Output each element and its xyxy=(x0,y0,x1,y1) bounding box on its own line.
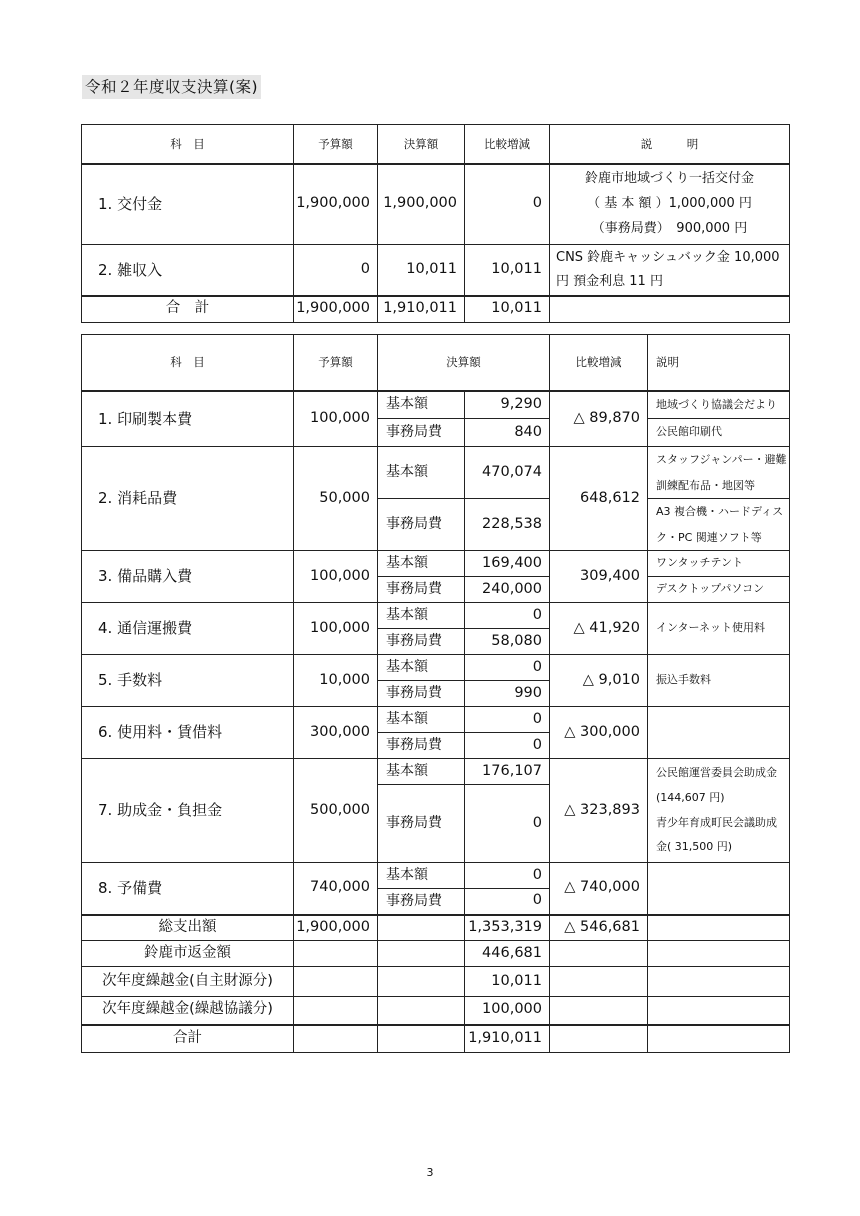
table-row xyxy=(82,447,790,499)
expense-total-budget xyxy=(294,1025,378,1053)
expense-total-note xyxy=(648,1025,790,1053)
summary-settlement: 1,353,319 xyxy=(465,915,550,941)
summary-note xyxy=(648,997,790,1025)
note-line: （ 基 本 額 ）1,000,000 円 xyxy=(587,195,752,211)
summary-note xyxy=(648,941,790,967)
expense-diff: △ 323,893 xyxy=(550,759,648,863)
expense-item: 2. 消耗品費 xyxy=(82,447,294,551)
summary-label: 総支出額 xyxy=(82,915,294,941)
expense-diff: △ 740,000 xyxy=(550,863,648,915)
sub-value: 240,000 xyxy=(465,577,550,603)
table-row xyxy=(82,655,790,681)
expense-item: 7. 助成金・負担金 xyxy=(82,759,294,863)
sub-value: 470,074 xyxy=(465,447,550,499)
summary-empty xyxy=(378,997,465,1025)
sub-label: 基本額 xyxy=(378,863,465,889)
expense-budget: 10,000 xyxy=(294,655,378,707)
income-budget: 1,900,000 xyxy=(294,164,378,244)
sub-value: 176,107 xyxy=(465,759,550,785)
expense-header-diff: 比較増減 xyxy=(550,335,648,391)
expense-item: 8. 予備費 xyxy=(82,863,294,915)
expense-total-empty xyxy=(378,1025,465,1053)
table-row xyxy=(82,244,790,296)
expense-diff: △ 300,000 xyxy=(550,707,648,759)
summary-label: 次年度繰越金(繰越協議分) xyxy=(82,997,294,1025)
income-item: 1. 交付金 xyxy=(82,164,294,244)
table-row xyxy=(82,391,790,419)
note-line: (144,607 円) xyxy=(656,790,725,804)
note-line: 青少年育成町民会議助成 xyxy=(656,815,777,829)
sub-label: 事務局費 xyxy=(378,499,465,551)
summary-note xyxy=(648,967,790,997)
summary-diff xyxy=(550,967,648,997)
note-line: 公民館運営委員会助成金 xyxy=(656,766,777,779)
sub-value: 840 xyxy=(465,419,550,447)
expense-note xyxy=(648,863,790,915)
income-header-settlement: 決算額 xyxy=(378,125,465,165)
sub-label: 事務局費 xyxy=(378,733,465,759)
summary-diff xyxy=(550,997,648,1025)
summary-label: 鈴鹿市返金額 xyxy=(82,941,294,967)
income-note xyxy=(550,164,790,244)
income-settlement: 10,011 xyxy=(378,244,465,296)
sub-value: 0 xyxy=(465,655,550,681)
note-line: 金( 31,500 円) xyxy=(656,840,733,854)
table-row xyxy=(82,759,790,785)
expense-note: A3 複合機・ハードディスク・PC 関連ソフト等 xyxy=(648,499,790,551)
income-table xyxy=(81,124,790,323)
expense-note: 公民館印刷代 xyxy=(648,419,790,447)
summary-settlement: 100,000 xyxy=(465,997,550,1025)
expense-item: 1. 印刷製本費 xyxy=(82,391,294,447)
summary-budget xyxy=(294,967,378,997)
summary-diff xyxy=(550,941,648,967)
sub-label: 基本額 xyxy=(378,391,465,419)
summary-row xyxy=(82,915,790,941)
sub-value: 990 xyxy=(465,681,550,707)
note-line: CNS 鈴鹿キャッシュバック金 10,000 xyxy=(556,250,780,266)
expense-note: ワンタッチテント xyxy=(648,551,790,577)
expense-total-diff xyxy=(550,1025,648,1053)
expense-diff: △ 89,870 xyxy=(550,391,648,447)
expense-budget: 300,000 xyxy=(294,707,378,759)
expense-budget: 100,000 xyxy=(294,603,378,655)
income-item: 2. 雑収入 xyxy=(82,244,294,296)
summary-settlement: 10,011 xyxy=(465,967,550,997)
sub-label: 基本額 xyxy=(378,551,465,577)
income-total-label: 合 計 xyxy=(82,296,294,322)
expense-note: スタッフジャンパー・避難訓練配布品・地図等 xyxy=(648,447,790,499)
expense-item: 6. 使用料・賃借料 xyxy=(82,707,294,759)
expense-header-item: 科 目 xyxy=(82,335,294,391)
expense-note: インターネット使用料 xyxy=(648,603,790,655)
income-header-note: 説 明 xyxy=(550,125,790,165)
income-header-item: 科 目 xyxy=(82,125,294,165)
expense-budget: 100,000 xyxy=(294,391,378,447)
income-budget: 0 xyxy=(294,244,378,296)
income-settlement: 1,900,000 xyxy=(378,164,465,244)
income-diff: 0 xyxy=(465,164,550,244)
sub-value: 0 xyxy=(465,863,550,889)
sub-label: 基本額 xyxy=(378,759,465,785)
expense-total-settlement: 1,910,011 xyxy=(465,1025,550,1053)
sub-label: 事務局費 xyxy=(378,785,465,863)
sub-label: 事務局費 xyxy=(378,889,465,915)
expense-diff: 309,400 xyxy=(550,551,648,603)
summary-empty xyxy=(378,941,465,967)
page-number: 3 xyxy=(426,1166,434,1179)
expense-budget: 500,000 xyxy=(294,759,378,863)
sub-value: 0 xyxy=(465,707,550,733)
sub-value: 0 xyxy=(465,603,550,629)
table-row xyxy=(82,603,790,629)
total-row xyxy=(82,1025,790,1053)
expense-header-budget: 予算額 xyxy=(294,335,378,391)
summary-diff: △ 546,681 xyxy=(550,915,648,941)
expense-note: デスクトップパソコン xyxy=(648,577,790,603)
income-note xyxy=(550,244,790,296)
table-row xyxy=(82,863,790,889)
sub-value: 0 xyxy=(465,785,550,863)
expense-diff: △ 9,010 xyxy=(550,655,648,707)
table-row xyxy=(82,296,790,322)
sub-value: 0 xyxy=(465,889,550,915)
summary-budget xyxy=(294,997,378,1025)
expense-header-settlement: 決算額 xyxy=(378,335,550,391)
summary-budget xyxy=(294,941,378,967)
income-diff: 10,011 xyxy=(465,244,550,296)
expense-item: 3. 備品購入費 xyxy=(82,551,294,603)
summary-budget: 1,900,000 xyxy=(294,915,378,941)
table-row xyxy=(82,551,790,577)
sub-label: 事務局費 xyxy=(378,681,465,707)
sub-label: 基本額 xyxy=(378,603,465,629)
sub-value: 0 xyxy=(465,733,550,759)
income-total-settlement: 1,910,011 xyxy=(378,296,465,322)
table-row xyxy=(82,164,790,244)
expense-budget: 100,000 xyxy=(294,551,378,603)
expense-total-label: 合計 xyxy=(82,1025,294,1053)
sub-label: 事務局費 xyxy=(378,419,465,447)
expense-budget: 50,000 xyxy=(294,447,378,551)
expense-note xyxy=(648,707,790,759)
income-header-budget: 予算額 xyxy=(294,125,378,165)
sub-value: 58,080 xyxy=(465,629,550,655)
summary-label: 次年度繰越金(自主財源分) xyxy=(82,967,294,997)
expense-table xyxy=(81,334,790,1053)
income-header-diff: 比較増減 xyxy=(465,125,550,165)
note-line: （事務局費） 900,000 円 xyxy=(591,220,748,236)
sub-value: 169,400 xyxy=(465,551,550,577)
summary-row xyxy=(82,997,790,1025)
table-row xyxy=(82,707,790,733)
expense-note: 振込手数料 xyxy=(648,655,790,707)
income-total-budget: 1,900,000 xyxy=(294,296,378,322)
sub-label: 事務局費 xyxy=(378,577,465,603)
expense-note xyxy=(648,759,790,863)
expense-item: 4. 通信運搬費 xyxy=(82,603,294,655)
expense-header-note: 説明 xyxy=(648,335,790,391)
summary-empty xyxy=(378,967,465,997)
sub-label: 基本額 xyxy=(378,707,465,733)
income-total-diff: 10,011 xyxy=(465,296,550,322)
sub-value: 9,290 xyxy=(465,391,550,419)
expense-budget: 740,000 xyxy=(294,863,378,915)
income-total-note xyxy=(550,296,790,322)
document-title: 令和２年度収支決算(案) xyxy=(82,75,261,99)
expense-note: 地域づくり協議会だより xyxy=(648,391,790,419)
sub-label: 事務局費 xyxy=(378,629,465,655)
summary-row xyxy=(82,967,790,997)
expense-diff: △ 41,920 xyxy=(550,603,648,655)
summary-note xyxy=(648,915,790,941)
sub-label: 基本額 xyxy=(378,447,465,499)
sub-label: 基本額 xyxy=(378,655,465,681)
summary-settlement: 446,681 xyxy=(465,941,550,967)
expense-item: 5. 手数料 xyxy=(82,655,294,707)
summary-empty xyxy=(378,915,465,941)
note-line: 鈴鹿市地域づくり一括交付金 xyxy=(584,171,754,187)
sub-value: 228,538 xyxy=(465,499,550,551)
summary-row xyxy=(82,941,790,967)
note-line: 円 預金利息 11 円 xyxy=(556,273,663,289)
expense-diff: 648,612 xyxy=(550,447,648,551)
